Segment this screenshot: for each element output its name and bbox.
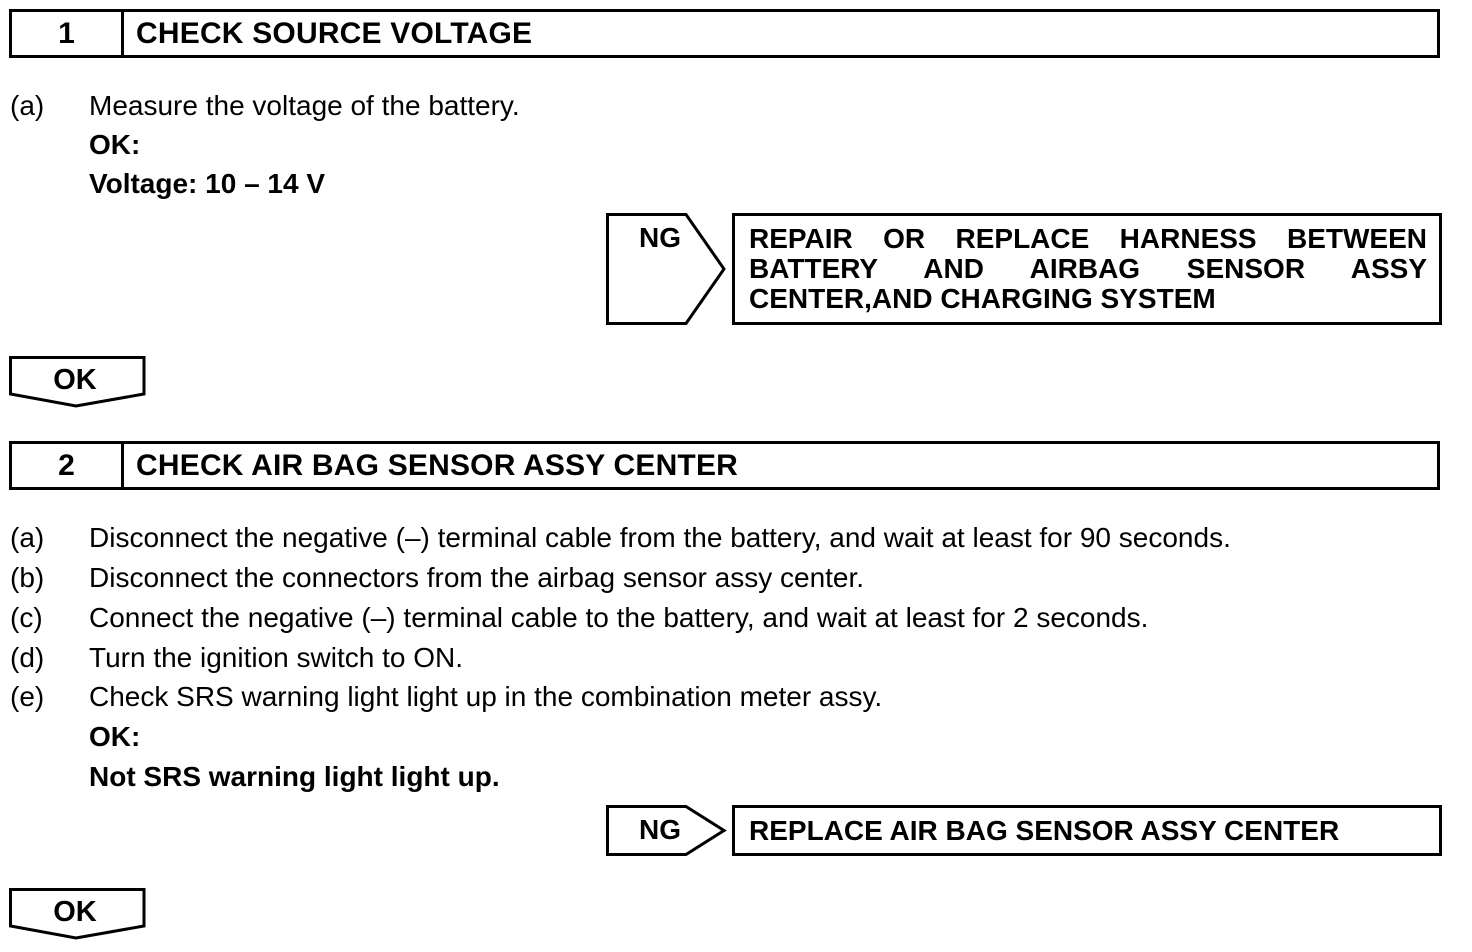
step-1-ok-arrow [9, 356, 149, 408]
step-2-instruction-c [10, 598, 1148, 638]
instruction-text: Disconnect the connectors from the airbag sensor assy center. [89, 562, 865, 593]
step-1-ok-label: OK [53, 364, 97, 396]
step-1-ok-heading: OK: [89, 129, 141, 160]
step-2-header [9, 441, 1440, 490]
instruction-label: (b) [10, 562, 45, 593]
instruction-text: Connect the negative (–) terminal cable to the battery, and wait at least for 2 seconds. [89, 602, 1149, 633]
step-2-ok-spec: Not SRS warning light light up. [89, 761, 500, 792]
step-2-instruction-e [10, 677, 882, 717]
step-2-ng-action: REPLACE AIR BAG SENSOR ASSY CENTER [732, 805, 1442, 856]
step-2-ng-label: NG [639, 814, 681, 845]
instruction-label: (e) [10, 681, 45, 712]
instruction-text: Turn the ignition switch to ON. [89, 642, 464, 673]
step-2-number: 2 [12, 444, 124, 487]
step-2-ok-heading: OK: [89, 721, 141, 752]
step-1-ng-label: NG [639, 222, 681, 253]
ng-action-line-2: BATTERY AND AIRBAG SENSOR ASSY [749, 253, 1427, 284]
step-2-instruction-a [10, 518, 1231, 558]
step-1-number: 1 [12, 12, 124, 55]
step-1-ok-spec: Voltage: 10 – 14 V [89, 168, 326, 199]
instruction-label: (a) [10, 90, 45, 121]
instruction-text: Disconnect the negative (–) terminal cable from the battery, and wait at least for 90 seconds. [89, 522, 1231, 553]
step-1-ng-action [732, 213, 1442, 325]
step-1-instruction-a [10, 86, 520, 126]
ng-action-line-3: CENTER,AND CHARGING SYSTEM [749, 283, 1216, 314]
step-2-ng-arrow [606, 805, 728, 856]
instruction-text: Measure the voltage of the battery. [89, 90, 520, 121]
step-2-ok-arrow [9, 888, 149, 940]
step-1-ng-arrow [606, 213, 728, 325]
instruction-label: (c) [10, 602, 43, 633]
step-2-ok-label: OK [53, 896, 97, 928]
ng-action-line-1: REPAIR OR REPLACE HARNESS BETWEEN [749, 223, 1427, 254]
instruction-text: Check SRS warning light light up in the combination meter assy. [89, 681, 883, 712]
instruction-label: (d) [10, 642, 45, 673]
step-1-title: CHECK SOURCE VOLTAGE [136, 16, 533, 50]
step-1-header [9, 9, 1440, 58]
instruction-label: (a) [10, 522, 45, 553]
step-2-instruction-d [10, 638, 463, 678]
step-2-title: CHECK AIR BAG SENSOR ASSY CENTER [136, 448, 739, 482]
step-2-instruction-b [10, 558, 864, 598]
